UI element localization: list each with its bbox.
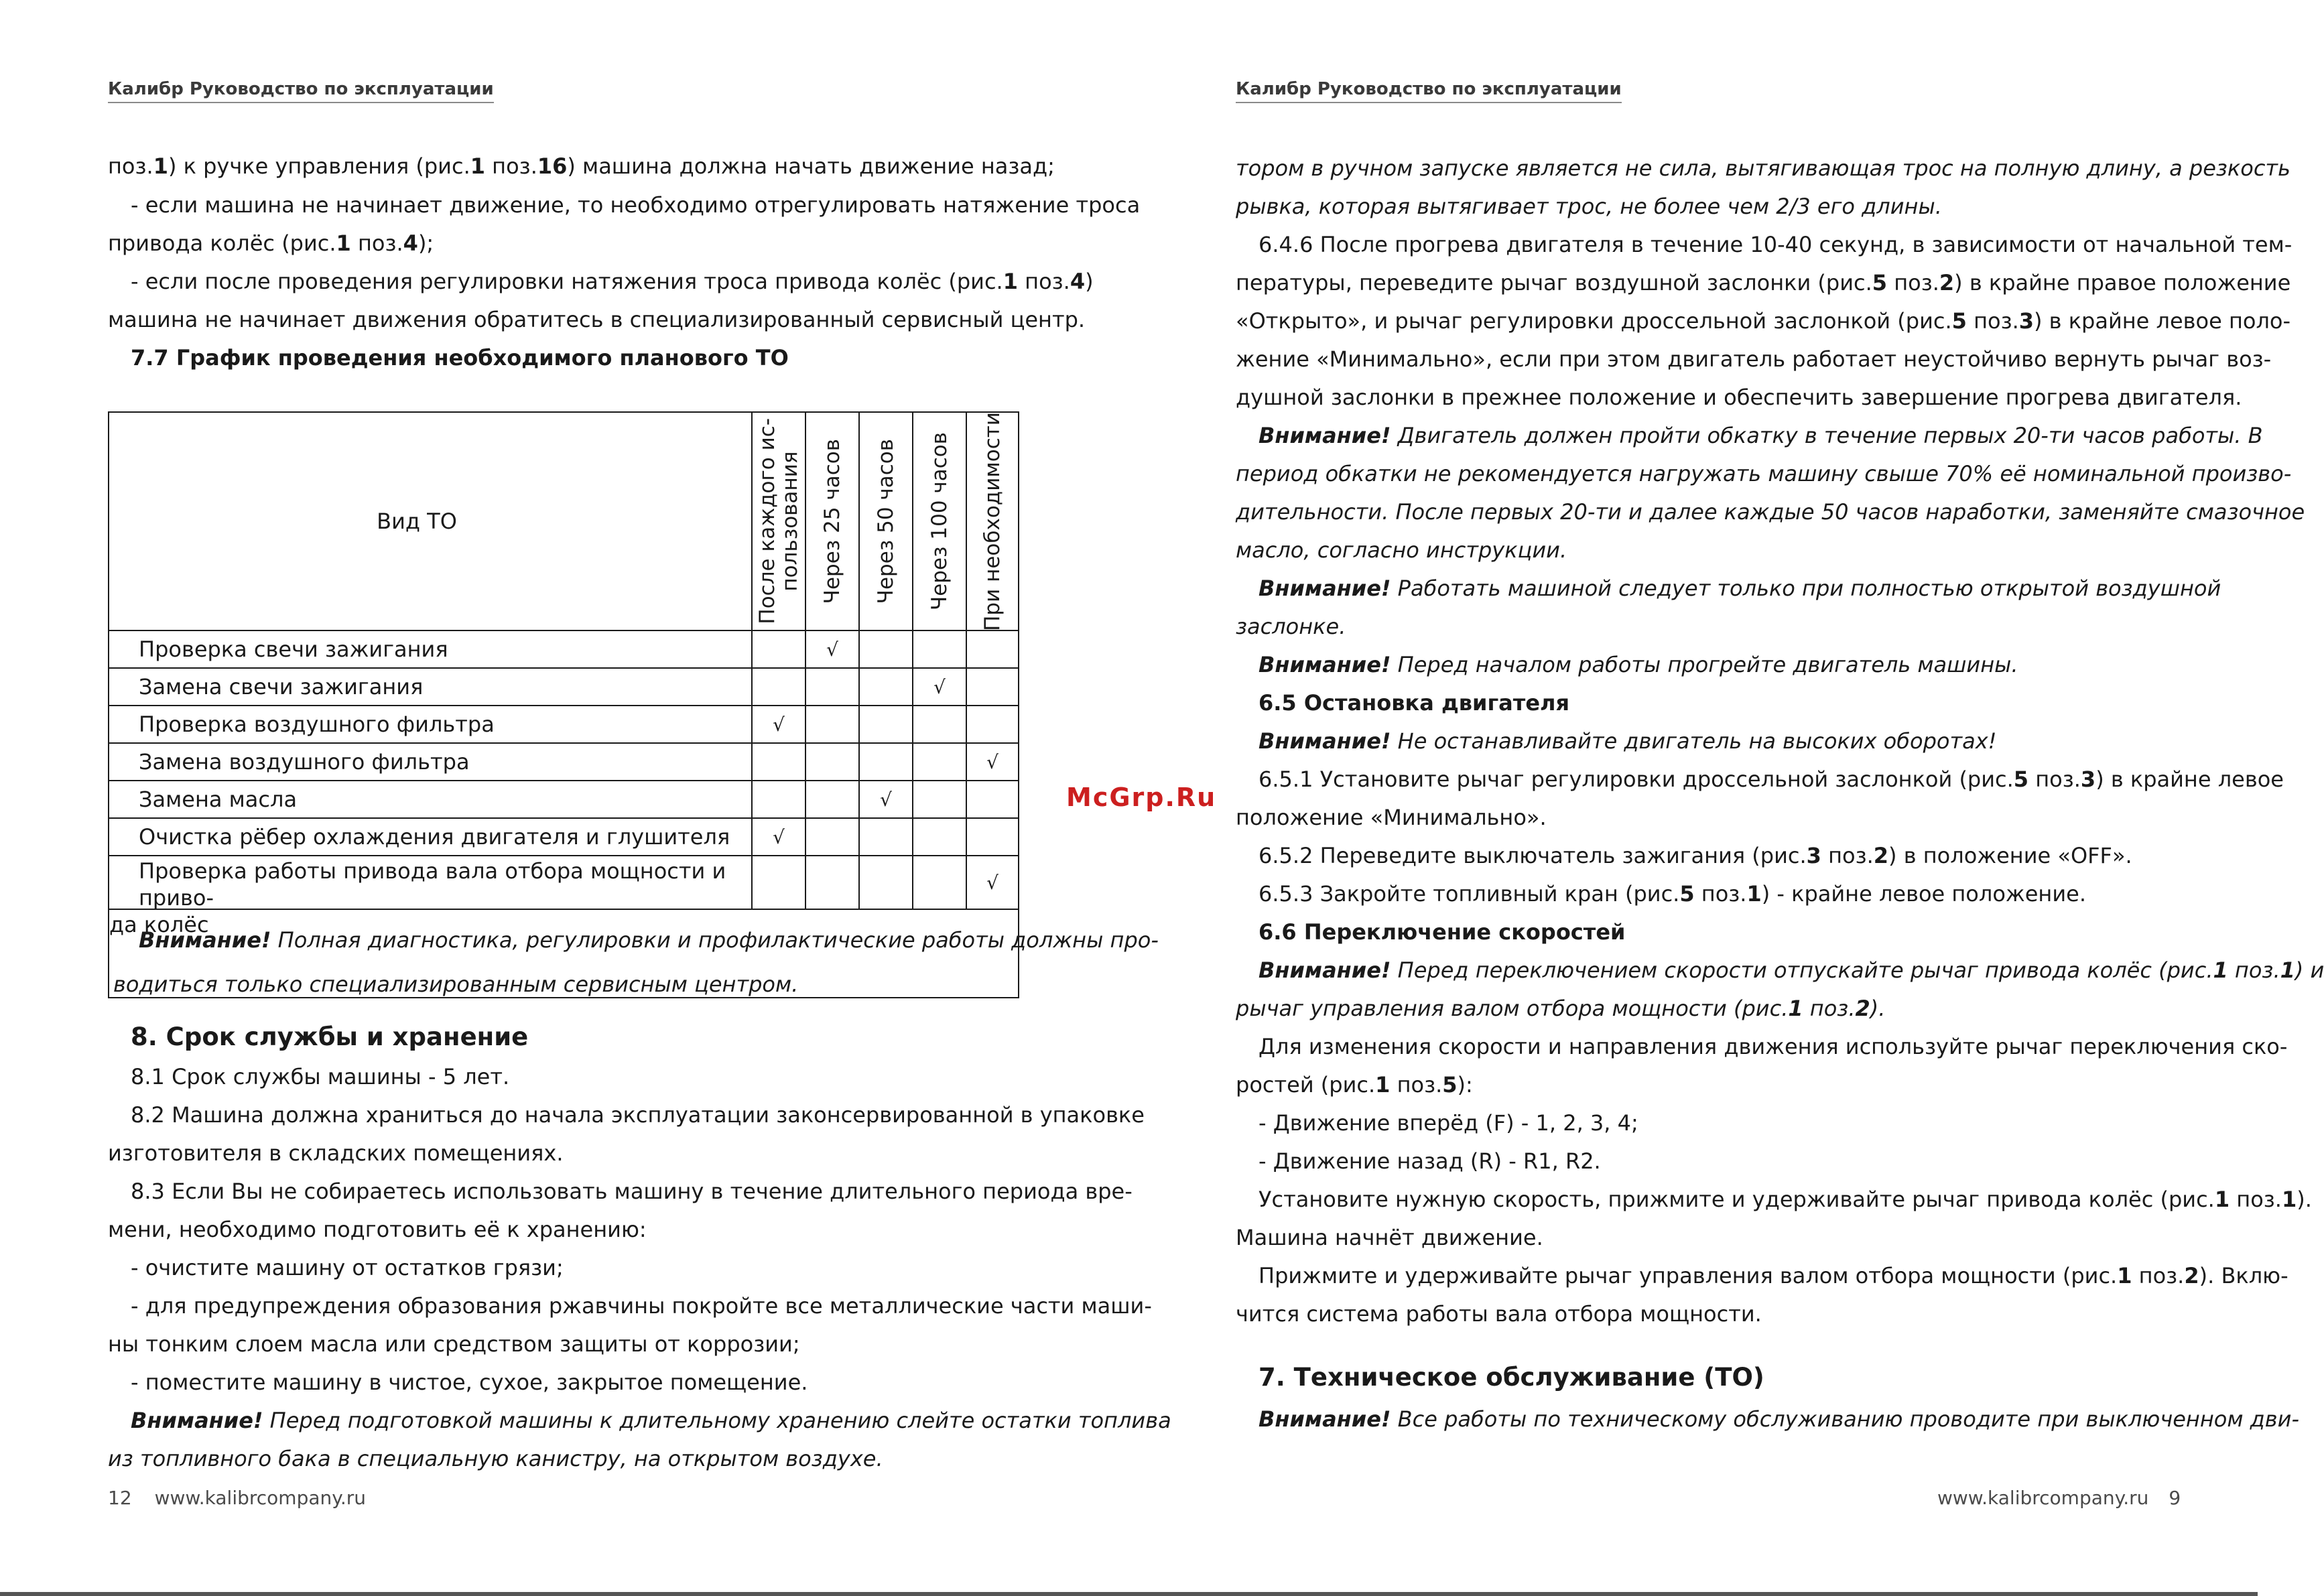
warning-line: период обкатки не рекомендуется нагружать машину свыше 70% её номинальной произво- bbox=[1236, 461, 2292, 486]
warning-line: Внимание! Не останавливайте двигатель на высоких оборотах! bbox=[1258, 728, 1997, 754]
row-label: Замена свечи зажигания bbox=[139, 674, 424, 700]
check-cell bbox=[858, 631, 912, 667]
table-note-row bbox=[109, 909, 1159, 997]
section-heading-8: 8. Срок службы и хранение bbox=[131, 1022, 529, 1051]
check-cell bbox=[912, 781, 966, 817]
right-page bbox=[1133, 0, 2324, 1596]
paragraph-line: положение «Минимально». bbox=[1236, 805, 1547, 830]
row-label: Проверка работы привода вала отбора мощности и приво- да колёс bbox=[109, 858, 726, 937]
page-number: 9 bbox=[2169, 1487, 2181, 1509]
table-row bbox=[109, 742, 1018, 780]
warning-line: рычаг управления валом отбора мощности (рис.1 поз.2). bbox=[1236, 996, 1886, 1021]
note-line: водиться только специализированным сервисным центром. bbox=[113, 972, 799, 997]
check-cell bbox=[805, 819, 858, 855]
check-cell bbox=[858, 669, 912, 705]
column-header-25-hours: Через 25 часов bbox=[805, 413, 858, 630]
check-cell: √ bbox=[805, 631, 858, 667]
paragraph-line: привода колёс (рис.1 поз.4); bbox=[108, 230, 434, 256]
check-cell: √ bbox=[912, 669, 966, 705]
paragraph-line: 8.2 Машина должна храниться до начала эксплуатации законсервированной в упаковке bbox=[131, 1102, 1145, 1128]
check-cell: √ bbox=[858, 781, 912, 817]
running-header: Калибр Руководство по эксплуатации bbox=[108, 79, 494, 103]
note-line: Внимание! Полная диагностика, регулировки и профилактические работы должны про- bbox=[139, 927, 1159, 953]
paragraph-line: - если после проведения регулировки натяжения троса привода колёс (рис.1 поз.4) bbox=[131, 269, 1094, 294]
footer-left bbox=[108, 1487, 366, 1509]
column-header-50-hours: Через 50 часов bbox=[858, 413, 912, 630]
paragraph-line: изготовителя в складских помещениях. bbox=[108, 1140, 564, 1166]
paragraph-line: 6.5.2 Переведите выключатель зажигания (рис.3 поз.2) в положение «OFF». bbox=[1258, 843, 2132, 868]
check-cell bbox=[805, 744, 858, 780]
section-heading-7-7: 7.7 График проведения необходимого планового ТО bbox=[131, 345, 789, 371]
paragraph-line: 6.4.6 После прогрева двигателя в течение 10-40 секунд, в зависимости от начальной тем- bbox=[1258, 232, 2293, 257]
paragraph-line: Для изменения скорости и направления движения используйте рычаг переключения ско- bbox=[1258, 1034, 2288, 1059]
paragraph-line: ны тонким слоем масла или средством защиты от коррозии; bbox=[108, 1331, 800, 1357]
table-row bbox=[109, 630, 1018, 667]
check-cell bbox=[966, 631, 1018, 667]
warning-line: Внимание! Перед началом работы прогрейте двигатель машины. bbox=[1258, 652, 2018, 677]
warning-line: из топливного бака в специальную канистру, на открытом воздухе. bbox=[108, 1446, 883, 1471]
check-cell bbox=[805, 669, 858, 705]
paragraph-line: - для предупреждения образования ржавчины покройте все металлические части маши- bbox=[131, 1293, 1152, 1319]
check-cell: √ bbox=[966, 856, 1018, 909]
check-cell bbox=[858, 819, 912, 855]
check-cell bbox=[805, 856, 858, 909]
paragraph-line: - если машина не начинает движение, то необходимо отрегулировать натяжение троса bbox=[131, 192, 1141, 218]
table-row bbox=[109, 667, 1018, 705]
section-heading-6-6: 6.6 Переключение скоростей bbox=[1258, 919, 1626, 945]
check-cell bbox=[912, 856, 966, 909]
check-cell bbox=[912, 744, 966, 780]
check-cell bbox=[966, 669, 1018, 705]
paragraph-line: 6.5.3 Закройте топливный кран (рис.5 поз.1) - крайне левое положение. bbox=[1258, 881, 2086, 907]
row-label: Проверка свечи зажигания bbox=[139, 637, 448, 662]
paragraph-line: - очистите машину от остатков грязи; bbox=[131, 1255, 564, 1280]
check-cell bbox=[966, 781, 1018, 817]
paragraph-line: мени, необходимо подготовить её к хранению: bbox=[108, 1217, 647, 1242]
table-row bbox=[109, 780, 1018, 817]
paragraph-line: ростей (рис.1 поз.5): bbox=[1236, 1072, 1473, 1098]
paragraph-line: - Движение назад (R) - R1, R2. bbox=[1258, 1148, 1601, 1174]
column-header-after-each-use: После каждого ис- пользования bbox=[751, 413, 805, 630]
footer-url: www.kalibrcompany.ru bbox=[154, 1487, 366, 1509]
table-row bbox=[109, 855, 1018, 937]
bottom-edge bbox=[0, 1592, 2258, 1596]
paragraph-line: «Открыто», и рычаг регулировки дроссельной заслонкой (рис.5 поз.3) в крайне левое поло- bbox=[1236, 308, 2291, 334]
table-row bbox=[109, 705, 1018, 742]
table-header-row bbox=[109, 413, 1018, 630]
row-label: Замена масла bbox=[139, 787, 298, 812]
paragraph-line: Машина начнёт движение. bbox=[1236, 1225, 1543, 1250]
watermark: McGrp.Ru bbox=[1066, 783, 1217, 812]
warning-line: Внимание! Все работы по техническому обслуживанию проводите при выключенном дви- bbox=[1258, 1406, 2299, 1432]
check-cell bbox=[751, 856, 805, 909]
warning-line: Внимание! Двигатель должен пройти обкатку в течение первых 20-ти часов работы. В bbox=[1258, 423, 2263, 448]
paragraph-line: пературы, переведите рычаг воздушной заслонки (рис.5 поз.2) в крайне правое положение bbox=[1236, 270, 2291, 295]
check-cell: √ bbox=[751, 706, 805, 742]
check-cell bbox=[912, 631, 966, 667]
check-cell bbox=[858, 706, 912, 742]
paragraph-line: Прижмите и удерживайте рычаг управления валом отбора мощности (рис.1 поз.2). Вклю- bbox=[1258, 1263, 2288, 1288]
paragraph-line: - поместите машину в чистое, сухое, закрытое помещение. bbox=[131, 1370, 808, 1395]
warning-line: Внимание! Перед подготовкой машины к длительному хранению слейте остатки топлива bbox=[131, 1408, 1171, 1433]
paragraph-line: 8.1 Срок службы машины - 5 лет. bbox=[131, 1064, 510, 1089]
column-header-100-hours: Через 100 часов bbox=[912, 413, 966, 630]
check-cell bbox=[858, 744, 912, 780]
check-cell bbox=[805, 706, 858, 742]
check-cell bbox=[966, 706, 1018, 742]
paragraph-line: поз.1) к ручке управления (рис.1 поз.16) машина должна начать движение назад; bbox=[108, 153, 1055, 179]
paragraph-line: рывка, которая вытягивает трос, не более чем 2/3 его длины. bbox=[1236, 194, 1942, 219]
warning-line: дительности. После первых 20-ти и далее каждые 50 часов наработки, заменяйте смазочное bbox=[1236, 499, 2305, 525]
footer-right bbox=[1937, 1487, 2181, 1509]
paragraph-line: чится система работы вала отбора мощности. bbox=[1236, 1301, 1762, 1327]
warning-line: заслонке. bbox=[1236, 614, 1346, 639]
paragraph-line: Установите нужную скорость, прижмите и удерживайте рычаг привода колёс (рис.1 поз.1). bbox=[1258, 1187, 2312, 1212]
page-number: 12 bbox=[108, 1487, 132, 1509]
row-label: Замена воздушного фильтра bbox=[139, 749, 470, 775]
paragraph-line: тором в ручном запуске является не сила, вытягивающая трос на полную длину, а резкость bbox=[1236, 155, 2290, 181]
check-cell bbox=[751, 669, 805, 705]
check-cell bbox=[751, 744, 805, 780]
row-label: Очистка рёбер охлаждения двигателя и глушителя bbox=[139, 824, 730, 850]
paragraph-line: 8.3 Если Вы не собираетесь использовать машину в течение длительного периода вре- bbox=[131, 1179, 1133, 1204]
row-label: Проверка воздушного фильтра bbox=[139, 712, 495, 737]
paragraph-line: душной заслонки в прежнее положение и обеспечить завершение прогрева двигателя. bbox=[1236, 385, 2242, 410]
check-cell: √ bbox=[966, 744, 1018, 780]
footer-url: www.kalibrcompany.ru bbox=[1937, 1487, 2149, 1509]
column-header-as-needed: При необходимости bbox=[966, 413, 1018, 630]
paragraph-line: машина не начинает движения обратитесь в специализированный сервисный центр. bbox=[108, 307, 1086, 332]
check-cell bbox=[805, 781, 858, 817]
check-cell bbox=[858, 856, 912, 909]
warning-line: Внимание! Работать машиной следует только при полностью открытой воздушной bbox=[1258, 576, 2221, 601]
paragraph-line: 6.5.1 Установите рычаг регулировки дроссельной заслонкой (рис.5 поз.3) в крайне левое bbox=[1258, 767, 2284, 792]
paragraph-line: жение «Минимально», если при этом двигатель работает неустойчиво вернуть рычаг воз- bbox=[1236, 346, 2272, 372]
check-cell bbox=[912, 706, 966, 742]
section-heading-7: 7. Техническое обслуживание (ТО) bbox=[1258, 1363, 1764, 1392]
warning-line: Внимание! Перед переключением скорости отпускайте рычаг привода колёс (рис.1 поз.1) и bbox=[1258, 957, 2324, 983]
check-cell bbox=[966, 819, 1018, 855]
paragraph-line: - Движение вперёд (F) - 1, 2, 3, 4; bbox=[1258, 1110, 1638, 1136]
check-cell bbox=[751, 631, 805, 667]
check-cell: √ bbox=[751, 819, 805, 855]
column-header-type: Вид ТО bbox=[377, 509, 457, 534]
running-header: Калибр Руководство по эксплуатации bbox=[1236, 79, 1622, 103]
section-heading-6-5: 6.5 Остановка двигателя bbox=[1258, 690, 1569, 716]
table-row bbox=[109, 817, 1018, 855]
warning-line: масло, согласно инструкции. bbox=[1236, 537, 1567, 563]
check-cell bbox=[912, 819, 966, 855]
check-cell bbox=[751, 781, 805, 817]
